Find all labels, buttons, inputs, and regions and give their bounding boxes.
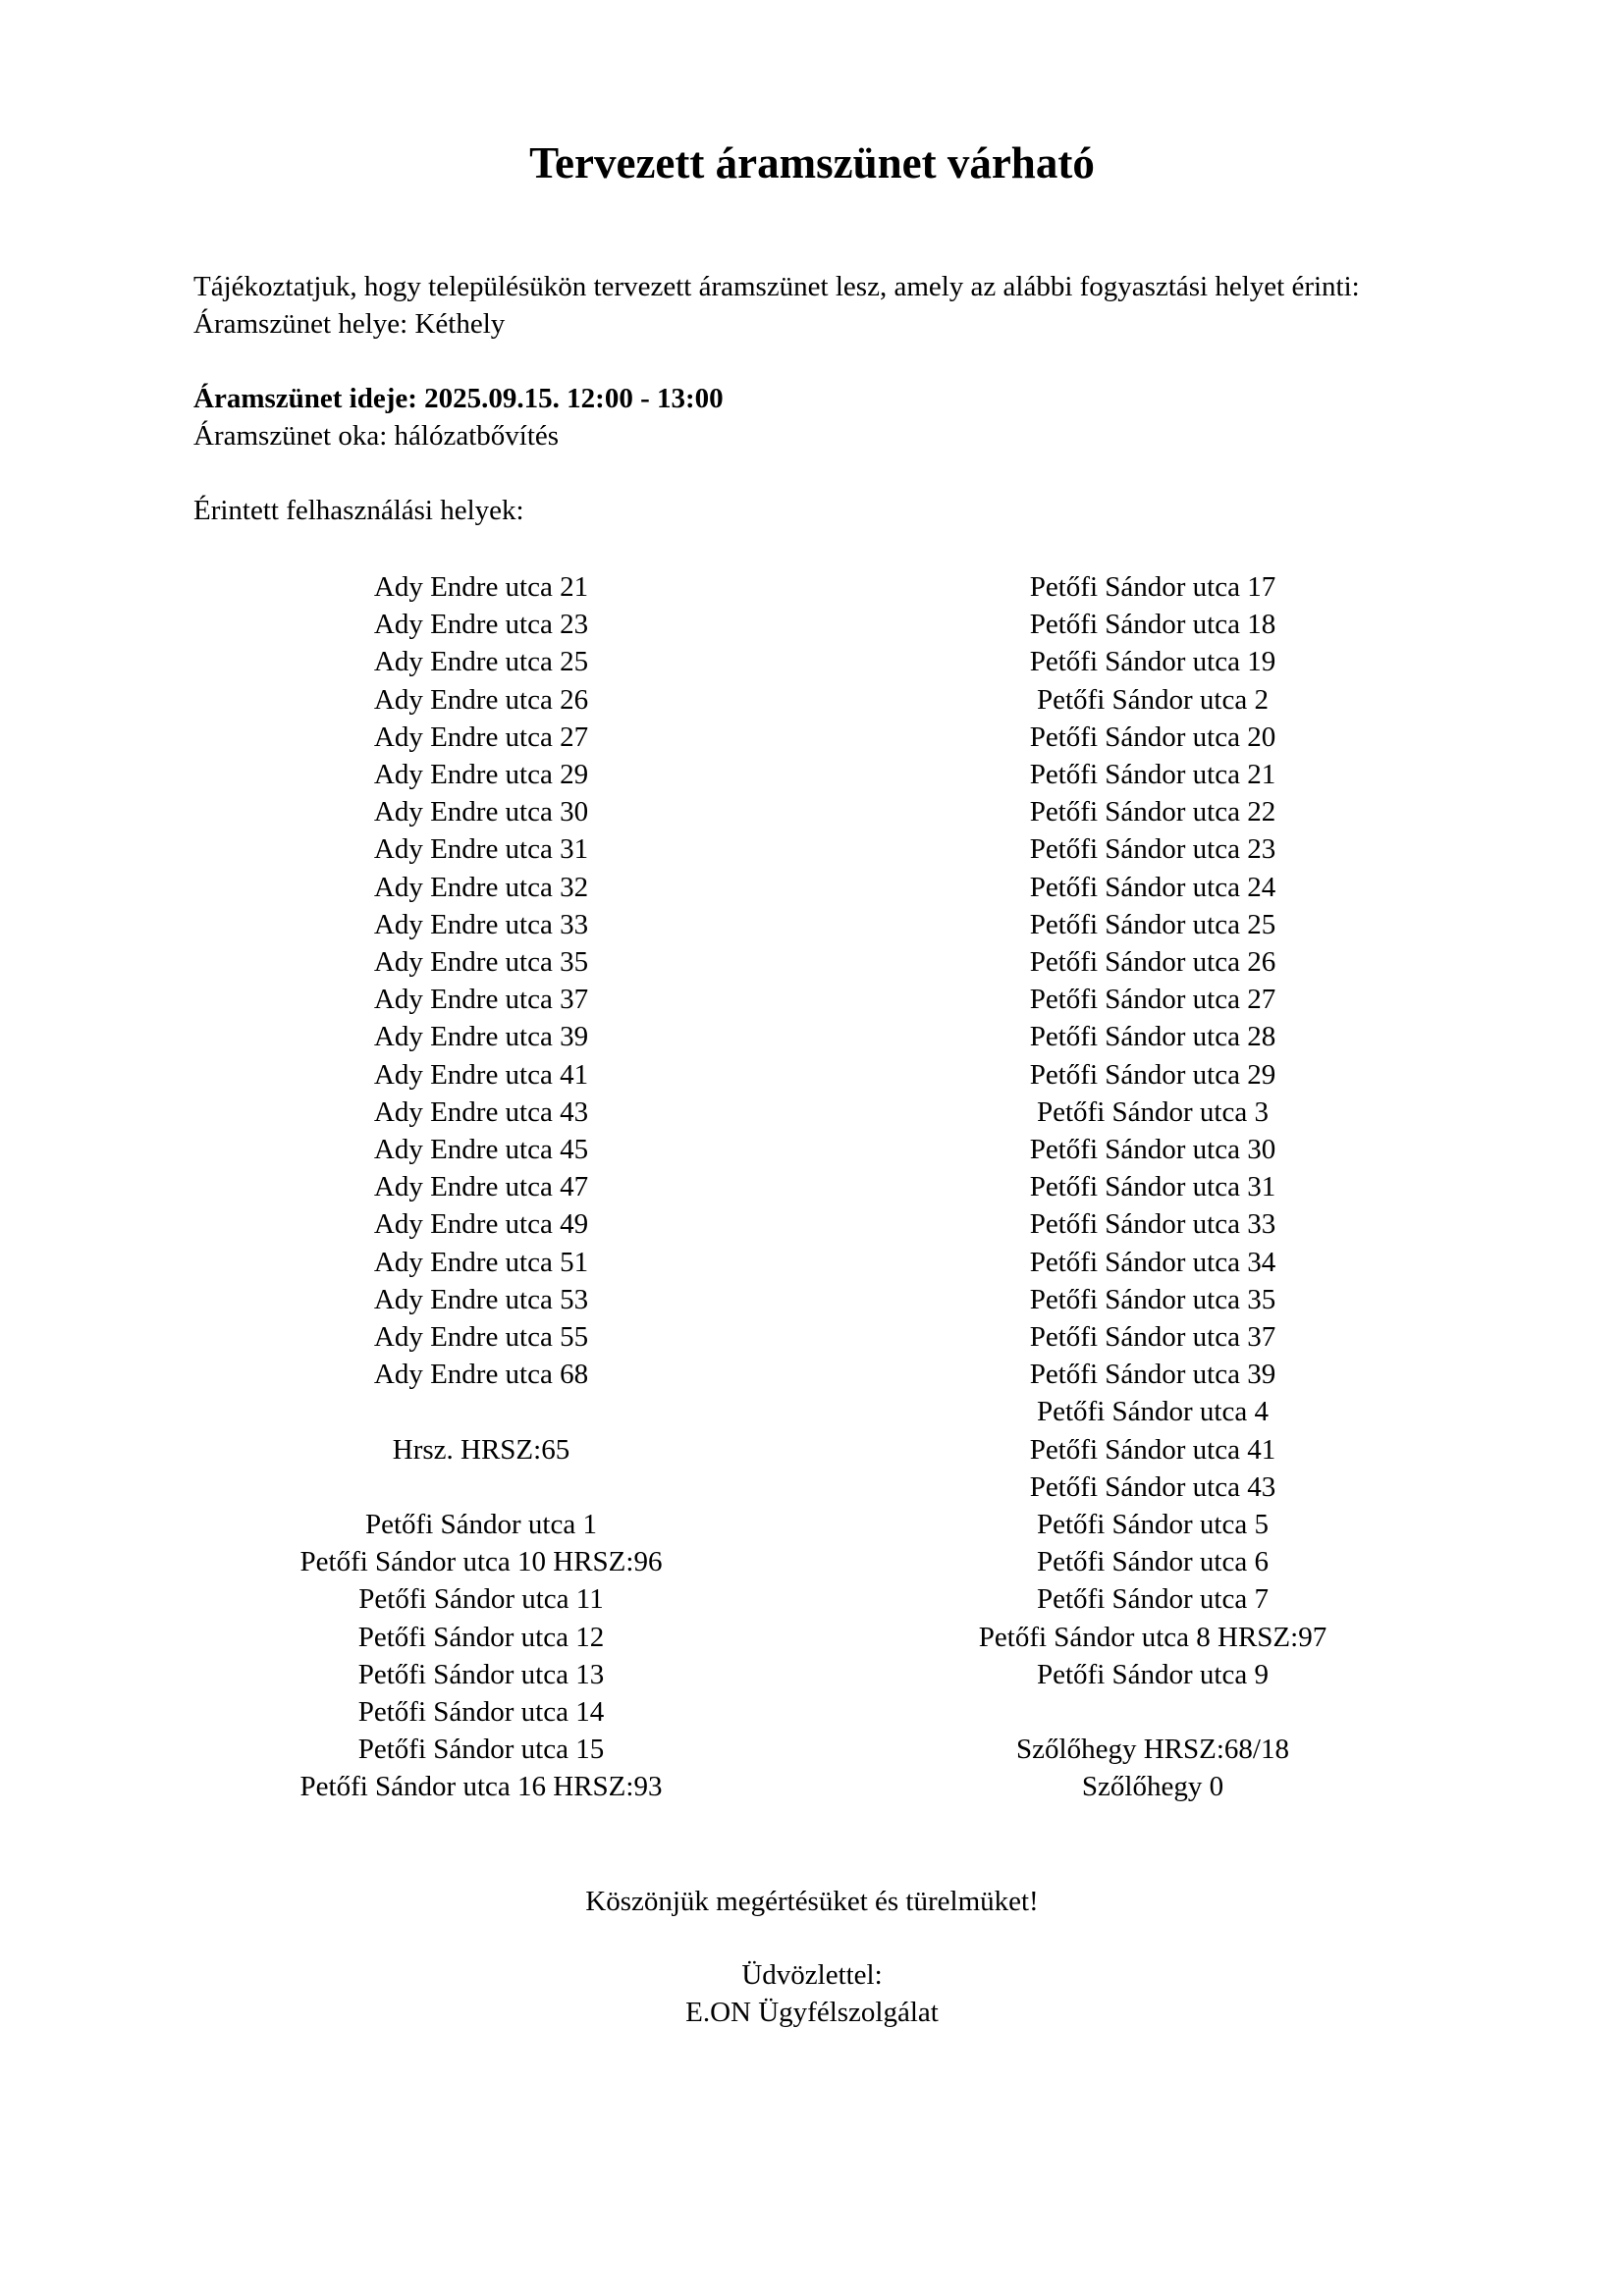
address-item: Petőfi Sándor utca 9 — [1037, 1658, 1269, 1690]
group-spacer — [907, 1693, 1398, 1731]
address-item: Petőfi Sándor utca 35 — [1029, 1283, 1276, 1315]
signature: E.ON Ügyfélszolgálat — [685, 1997, 939, 2028]
address-list-left — [236, 568, 727, 1806]
address-item: Ady Endre utca 30 — [373, 796, 589, 828]
address-item: Ady Endre utca 47 — [373, 1171, 589, 1203]
intro-text: Tájékoztatjuk, hogy településükön tervezett áramszünet lesz, amely az alábbi fogyasztási helyet érinti: — [193, 271, 1360, 302]
address-item: Petőfi Sándor utca 24 — [1029, 871, 1276, 903]
address-item: Petőfi Sándor utca 7 — [1037, 1583, 1269, 1616]
address-item: Petőfi Sándor utca 15 — [357, 1734, 605, 1766]
address-item: Petőfi Sándor utca 18 — [1029, 609, 1276, 641]
address-item: Petőfi Sándor utca 13 — [357, 1658, 605, 1690]
address-item: Petőfi Sándor utca 37 — [1029, 1321, 1276, 1354]
address-item: Petőfi Sándor utca 11 — [358, 1583, 604, 1616]
address-item: Ady Endre utca 45 — [373, 1134, 589, 1166]
address-item: Ady Endre utca 53 — [373, 1283, 589, 1315]
address-item: Ady Endre utca 41 — [373, 1058, 589, 1091]
address-item: Petőfi Sándor utca 2 — [1037, 683, 1269, 716]
greeting-block — [0, 1956, 1624, 2031]
address-item: Ady Endre utca 23 — [373, 609, 589, 641]
address-item: Petőfi Sándor utca 16 HRSZ:93 — [299, 1771, 663, 1803]
address-item: Ady Endre utca 37 — [373, 984, 589, 1016]
address-item: Petőfi Sándor utca 43 — [1029, 1470, 1276, 1503]
address-item: Petőfi Sándor utca 5 — [1037, 1509, 1269, 1541]
address-item: Ady Endre utca 39 — [373, 1021, 589, 1053]
address-item: Ady Endre utca 51 — [373, 1246, 589, 1278]
address-item: Petőfi Sándor utca 39 — [1029, 1359, 1276, 1391]
address-item: Ady Endre utca 26 — [373, 683, 589, 716]
outage-time: Áramszünet ideje: 2025.09.15. 12:00 - 13:00 — [193, 383, 724, 414]
group-spacer — [236, 1393, 727, 1430]
address-item: Petőfi Sándor utca 25 — [1029, 908, 1276, 940]
address-item: Petőfi Sándor utca 33 — [1029, 1208, 1276, 1241]
address-item: Petőfi Sándor utca 14 — [357, 1696, 605, 1729]
address-item: Ady Endre utca 21 — [373, 571, 589, 603]
address-item: Hrsz. HRSZ:65 — [392, 1433, 570, 1466]
address-item: Petőfi Sándor utca 41 — [1029, 1433, 1276, 1466]
intro-section — [193, 268, 1360, 529]
address-item: Ady Endre utca 32 — [373, 871, 589, 903]
affected-heading: Érintett felhasználási helyek: — [193, 495, 524, 526]
address-item: Szőlőhegy 0 — [1081, 1771, 1224, 1803]
address-list-right — [907, 568, 1398, 1806]
address-item: Petőfi Sándor utca 6 — [1037, 1546, 1269, 1578]
address-item: Petőfi Sándor utca 12 — [357, 1621, 605, 1653]
address-item: Petőfi Sándor utca 21 — [1029, 759, 1276, 791]
address-item: Petőfi Sándor utca 31 — [1029, 1171, 1276, 1203]
thanks-text: Köszönjük megértésüket és türelmüket! — [585, 1886, 1039, 1917]
address-item: Petőfi Sándor utca 30 — [1029, 1134, 1276, 1166]
address-item: Ady Endre utca 31 — [373, 833, 589, 866]
address-item: Petőfi Sándor utca 20 — [1029, 721, 1276, 753]
address-item: Ady Endre utca 55 — [373, 1321, 589, 1354]
address-item: Szőlőhegy HRSZ:68/18 — [1016, 1734, 1289, 1766]
address-item: Ady Endre utca 33 — [373, 908, 589, 940]
address-item: Petőfi Sándor utca 19 — [1029, 646, 1276, 678]
address-item: Petőfi Sándor utca 22 — [1029, 796, 1276, 828]
address-item: Petőfi Sándor utca 23 — [1029, 833, 1276, 866]
address-item: Petőfi Sándor utca 28 — [1029, 1021, 1276, 1053]
spacer — [193, 454, 1360, 492]
address-item: Ady Endre utca 49 — [373, 1208, 589, 1241]
page-title: Tervezett áramszünet várható — [529, 138, 1095, 187]
address-item: Petőfi Sándor utca 26 — [1029, 946, 1276, 979]
outage-reason: Áramszünet oka: hálózatbővítés — [193, 420, 560, 452]
address-item: Ady Endre utca 43 — [373, 1095, 589, 1128]
address-item: Petőfi Sándor utca 3 — [1037, 1095, 1269, 1128]
group-spacer — [236, 1468, 727, 1506]
address-item: Petőfi Sándor utca 27 — [1029, 984, 1276, 1016]
address-item: Ady Endre utca 35 — [373, 946, 589, 979]
address-item: Ady Endre utca 25 — [373, 646, 589, 678]
address-item: Petőfi Sándor utca 8 HRSZ:97 — [978, 1621, 1327, 1653]
address-item: Petőfi Sándor utca 34 — [1029, 1246, 1276, 1278]
address-item: Petőfi Sándor utca 1 — [365, 1509, 597, 1541]
spacer — [193, 343, 1360, 380]
address-item: Petőfi Sándor utca 10 HRSZ:96 — [299, 1546, 663, 1578]
address-item: Ady Endre utca 29 — [373, 759, 589, 791]
address-item: Ady Endre utca 68 — [373, 1359, 589, 1391]
address-item: Petőfi Sándor utca 17 — [1029, 571, 1276, 603]
address-item: Ady Endre utca 27 — [373, 721, 589, 753]
address-item: Petőfi Sándor utca 29 — [1029, 1058, 1276, 1091]
address-item: Petőfi Sándor utca 4 — [1037, 1396, 1269, 1428]
outage-location: Áramszünet helye: Kéthely — [193, 308, 506, 340]
salutation: Üdvözlettel: — [741, 1959, 883, 1991]
